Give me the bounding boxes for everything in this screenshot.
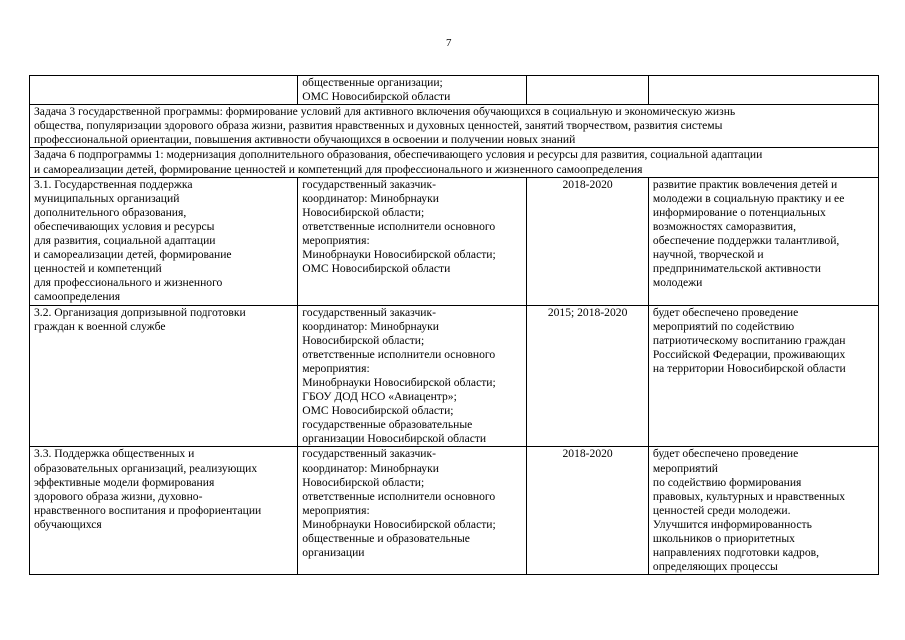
text-line: организации	[302, 546, 365, 560]
task6-heading	[30, 148, 879, 177]
text-line: государственные образовательные	[302, 418, 473, 432]
table-row	[30, 447, 879, 575]
text-line: правовых, культурных и нравственных	[652, 489, 846, 503]
text-line: и самореализации детей, формирование ценностей и компетенций для профессионального и жизненного самоопределения	[34, 162, 643, 176]
text-line: развитие практик вовлечения детей и	[652, 177, 838, 191]
text-line: будет обеспечено проведение	[652, 447, 799, 461]
text-line: Новосибирской области;	[302, 475, 425, 489]
cell-result	[648, 447, 878, 575]
text-line: молодежи в социальную практику и ее	[652, 191, 845, 205]
text-line: координатор: Минобрнауки	[302, 319, 439, 333]
text-line: обучающихся	[34, 517, 102, 531]
cell-period	[527, 76, 649, 105]
text-line: научной, творческой и	[652, 248, 764, 262]
text-line: Минобрнауки Новосибирской области;	[302, 517, 496, 531]
text-line: 3.3. Поддержка общественных и	[34, 447, 195, 461]
text-line: мероприятия:	[302, 234, 370, 248]
cell-activity-name	[30, 177, 298, 305]
text-line: для профессионального и жизненного	[34, 276, 223, 290]
cell-period	[527, 305, 649, 447]
text-line: обеспечивающих условия и ресурсы	[34, 219, 215, 233]
task3-heading	[30, 105, 879, 148]
text-line: дополнительного образования,	[34, 205, 187, 219]
text-line: будет обеспечено проведение	[652, 305, 799, 319]
text-line: ценностей среди молодежи.	[652, 503, 791, 517]
period-text: 2018-2020	[562, 177, 613, 191]
period-text: 2018-2020	[562, 447, 613, 461]
text-line: государственный заказчик-	[302, 177, 436, 191]
page-number: 7	[446, 37, 452, 49]
text-line: Новосибирской области;	[302, 205, 425, 219]
cell-result	[648, 76, 878, 105]
task-heading-row	[30, 105, 879, 148]
text-line: здорового образа жизни, духовно-	[34, 489, 203, 503]
text-line: ответственные исполнители основного	[302, 219, 496, 233]
text-line: молодежи	[652, 276, 703, 290]
text-line: 3.1. Государственная поддержка	[34, 177, 193, 191]
cell-activity-name	[30, 76, 298, 105]
text-line: направлениях подготовки кадров,	[652, 546, 819, 560]
text-line: Новосибирской области;	[302, 333, 425, 347]
text-line: Задача 3 государственной программы: формирование условий для активного включения обучающихся в социальную и экономическую жизнь	[34, 105, 736, 119]
text-line: Российской Федерации, проживающих	[652, 347, 846, 361]
table-row-continuation	[30, 76, 879, 105]
text-line: нравственного воспитания и профориентации	[34, 503, 262, 517]
text-line: ОМС Новосибирской области	[302, 262, 451, 276]
text-line: государственный заказчик-	[302, 305, 436, 319]
text-line: предпринимательской активности	[652, 262, 821, 276]
cell-period	[527, 447, 649, 575]
text-line: ценностей и компетенций	[34, 262, 162, 276]
cell-result	[648, 177, 878, 305]
text-line: Улучшится информированность	[652, 517, 812, 531]
cell-executors	[298, 447, 527, 575]
text-line: патриотическому воспитанию граждан	[652, 333, 846, 347]
text-line: организации Новосибирской области	[302, 432, 487, 446]
text-line: 3.2. Организация допризывной подготовки	[34, 305, 246, 319]
text-line: ответственные исполнители основного	[302, 489, 496, 503]
text-line: мероприятия:	[302, 503, 370, 517]
text-line: ОМС Новосибирской области;	[302, 404, 454, 418]
text-line: Минобрнауки Новосибирской области;	[302, 375, 496, 389]
cell-result	[648, 305, 878, 447]
table-row	[30, 177, 879, 305]
text-line: возможностях саморазвития,	[652, 219, 797, 233]
text-line: граждан к военной службе	[34, 319, 166, 333]
text-line: информирование о потенциальных	[652, 205, 826, 219]
period-text: 2015; 2018-2020	[547, 305, 628, 319]
text-line: профессиональной ориентации, повышения активности обучающихся в освоении и получении новых знаний	[34, 133, 576, 147]
cell-activity-name	[30, 305, 298, 447]
text-line: самоопределения	[34, 290, 121, 304]
text-line: и самореализации детей, формирование	[34, 248, 232, 262]
text-line: ОМС Новосибирской области	[302, 90, 451, 104]
text-line: образовательных организаций, реализующих	[34, 461, 258, 475]
text-line: координатор: Минобрнауки	[302, 461, 439, 475]
text-line: мероприятий по содействию	[652, 319, 795, 333]
text-line: школьников о приоритетных	[652, 532, 795, 545]
text-line: общественные организации;	[302, 76, 443, 89]
text-line: по содействию формирования	[652, 475, 802, 489]
text-line: общественные и образовательные	[302, 532, 470, 545]
text-line: общества, популяризации здорового образа жизни, развития нравственных и духовных ценностей, занятий творчеством, развития системы	[34, 119, 723, 133]
text-line: муниципальных организаций	[34, 191, 180, 205]
text-line: ГБОУ ДОД НСО «Авиацентр»;	[302, 390, 457, 404]
cell-executors	[298, 177, 527, 305]
text-line: для развития, социальной адаптации	[34, 234, 216, 248]
cell-executors	[298, 305, 527, 447]
text-line: обеспечение поддержки талантливой,	[652, 234, 840, 248]
text-line: мероприятия:	[302, 361, 370, 375]
text-line: ответственные исполнители основного	[302, 347, 496, 361]
text-line: Минобрнауки Новосибирской области;	[302, 248, 496, 262]
table-row	[30, 305, 879, 447]
cell-executors	[298, 76, 527, 105]
text-line: мероприятий	[652, 461, 718, 475]
text-line: на территории Новосибирской области	[652, 361, 846, 375]
text-line: Задача 6 подпрограммы 1: модернизация дополнительного образования, обеспечивающего условия и ресурсы для развития, социальной адаптации	[34, 148, 763, 162]
text-line: эффективные модели формирования	[34, 475, 215, 489]
text-line: координатор: Минобрнауки	[302, 191, 439, 205]
text-line: государственный заказчик-	[302, 447, 436, 461]
task-heading-row	[30, 148, 879, 177]
program-activities-table	[29, 75, 879, 575]
cell-period	[527, 177, 649, 305]
text-line: определяющих процессы	[652, 560, 778, 574]
cell-activity-name	[30, 447, 298, 575]
